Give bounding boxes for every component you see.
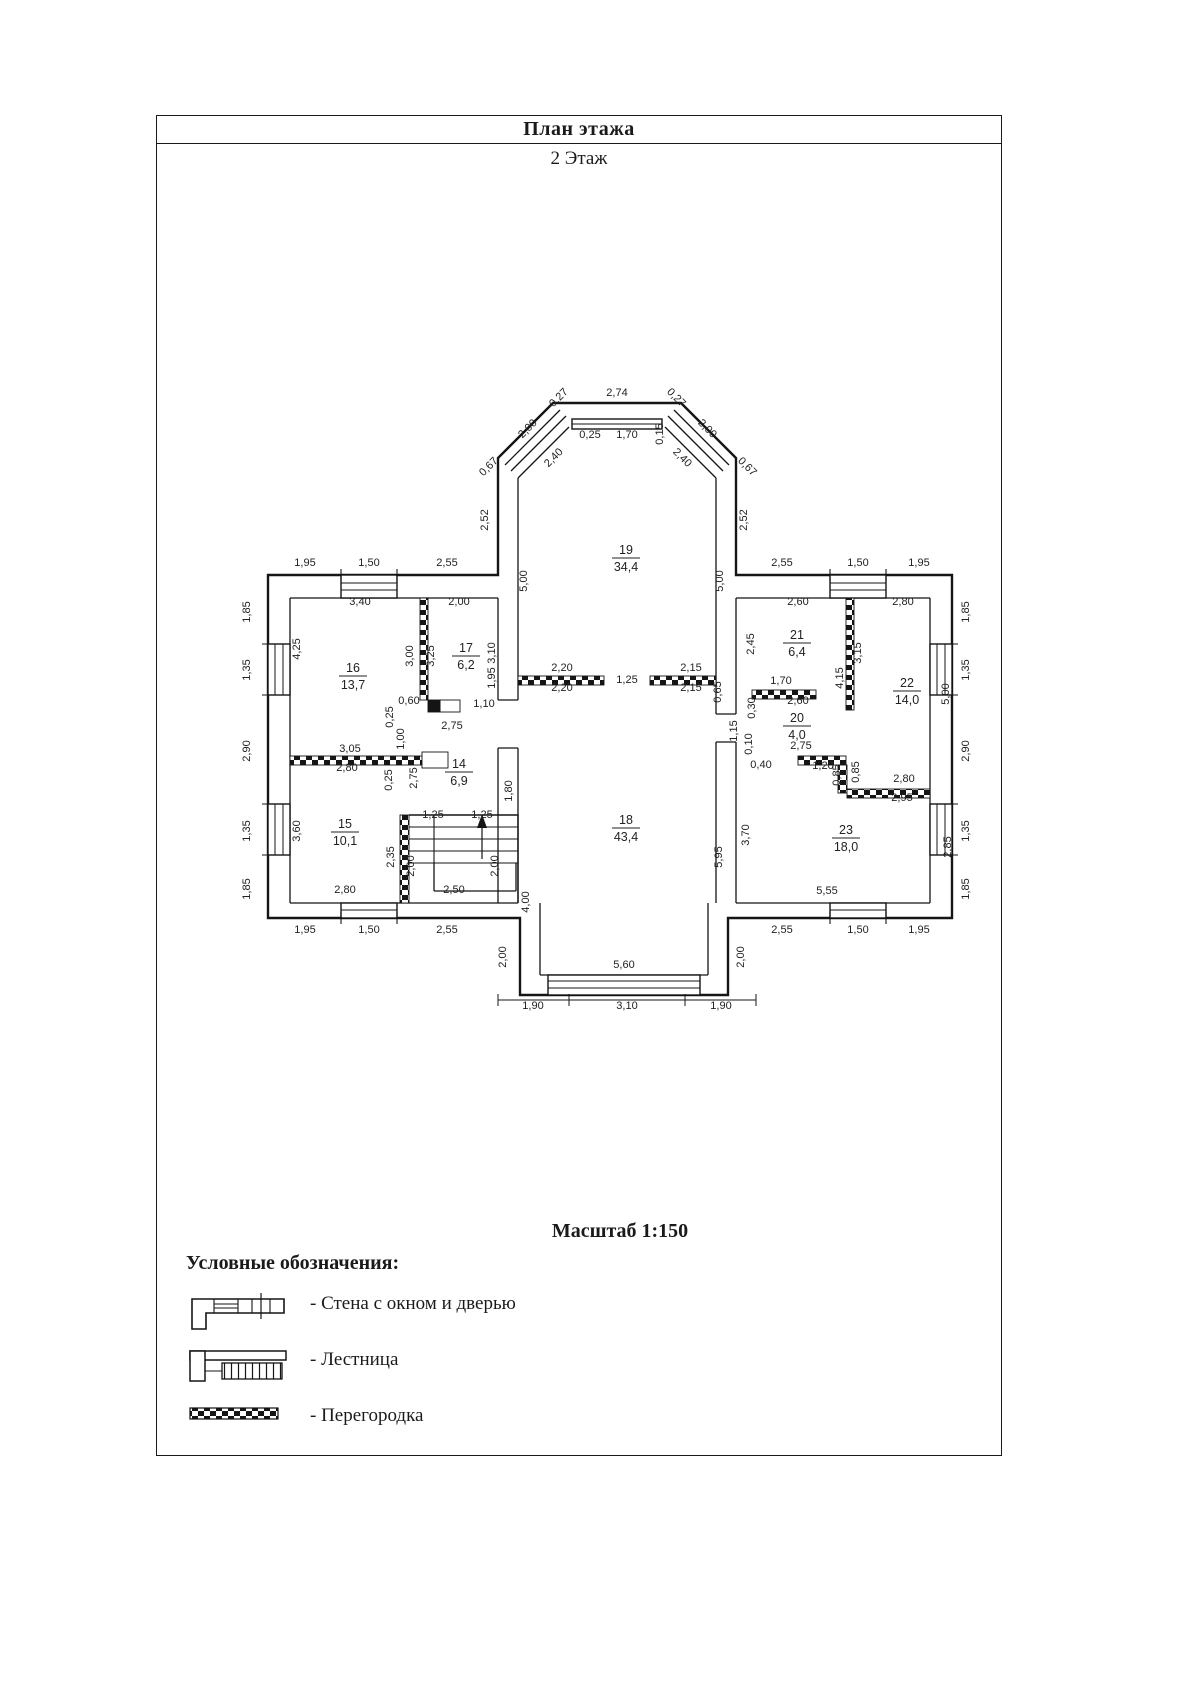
svg-text:21: 21 [790, 628, 804, 642]
dimension-label: 2,00 [695, 417, 719, 441]
dimension-label: 1,85 [960, 878, 972, 900]
dimension-label: 1,35 [960, 659, 972, 681]
dimension-label: 3,40 [349, 596, 371, 608]
room-label [339, 661, 367, 692]
dimension-label: 2,60 [787, 695, 809, 707]
dimension-label: 1,90 [710, 1000, 732, 1012]
dimension-label: 1,35 [960, 820, 972, 842]
svg-text:22: 22 [900, 676, 914, 690]
dimension-label: 0,30 [746, 697, 758, 719]
svg-text:18,0: 18,0 [833, 840, 859, 854]
room-label [331, 817, 359, 848]
dimension-label: 1,95 [486, 667, 498, 689]
dimension-label: 0,40 [750, 759, 772, 771]
dimension-label: 3,05 [339, 743, 361, 755]
dimension-label: 2,90 [241, 740, 253, 762]
dimension-label: 0,65 [712, 681, 724, 703]
dimension-label: 1,95 [908, 557, 930, 569]
dimension-label: 2,00 [448, 596, 470, 608]
dimension-label: 1,70 [770, 675, 792, 687]
legend [186, 1252, 516, 1427]
dimension-label: 2,15 [680, 682, 702, 694]
dimension-label: 1,50 [358, 924, 380, 936]
dimension-label: 2,55 [436, 924, 458, 936]
dimension-label: 0,85 [831, 764, 843, 786]
dimension-label: 2,55 [771, 557, 793, 569]
dimension-label: 1,35 [241, 659, 253, 681]
dimension-label: 0,25 [383, 769, 395, 791]
dimension-label: 2,00 [405, 855, 417, 877]
legend-item-label: - Стена с окном и дверью [310, 1293, 516, 1314]
dimension-label: 2,15 [680, 662, 702, 674]
window [341, 575, 397, 598]
dimension-label: 0,15 [654, 423, 666, 445]
svg-text:6,4: 6,4 [788, 645, 806, 659]
svg-text:6,9: 6,9 [450, 774, 468, 788]
dimension-label: 0,67 [735, 455, 759, 479]
window [830, 575, 886, 598]
dimension-label: 0,67 [477, 455, 501, 479]
legend-item-partition [186, 1401, 516, 1427]
dimension-label: 1,25 [471, 809, 493, 821]
page-title: План этажа [523, 118, 635, 140]
dimension-label: 1,95 [294, 557, 316, 569]
dimension-label: 4,25 [291, 638, 303, 660]
dimension-label: 2,75 [441, 720, 463, 732]
floor-subtitle: 2 Этаж [550, 148, 608, 169]
window [268, 644, 290, 695]
dimension-label: 2,50 [443, 884, 465, 896]
dimension-label: 1,50 [847, 924, 869, 936]
dimension-label: 1,80 [503, 780, 515, 802]
stairs-icon [186, 1345, 290, 1387]
dimension-label: 2,85 [942, 836, 954, 858]
dimension-label: 0,60 [398, 695, 420, 707]
legend-item-wall-window-door [186, 1289, 516, 1331]
partition-icon [186, 1401, 290, 1427]
dimension-label: 2,90 [960, 740, 972, 762]
dimension-label: 2,80 [334, 884, 356, 896]
svg-text:14: 14 [452, 757, 466, 771]
svg-text:14,0: 14,0 [894, 693, 920, 707]
svg-text:20: 20 [790, 711, 804, 725]
dimension-label: 2,00 [489, 855, 501, 877]
window [548, 975, 700, 995]
wall-window-door-icon [186, 1289, 290, 1331]
svg-text:15: 15 [338, 817, 352, 831]
svg-text:10,1: 10,1 [332, 834, 358, 848]
room-label [612, 543, 640, 574]
dimension-label: 1,15 [728, 720, 740, 742]
legend-heading: Условные обозначения: [186, 1252, 400, 1274]
svg-text:17: 17 [459, 641, 473, 655]
dimension-label: 2,20 [551, 662, 573, 674]
dimension-label: 5,00 [518, 570, 530, 592]
svg-text:4,0: 4,0 [788, 728, 806, 742]
dimension-label: 2,55 [436, 557, 458, 569]
dimension-label: 1,85 [241, 601, 253, 623]
dimension-label: 2,52 [479, 509, 491, 531]
dimension-label: 1,25 [616, 674, 638, 686]
dimension-label: 0,85 [850, 761, 862, 783]
room-label [783, 711, 811, 742]
dimension-label: 2,80 [336, 762, 358, 774]
dimension-label: 1,50 [847, 557, 869, 569]
dimension-label: 3,15 [852, 642, 864, 664]
dimension-label: 2,35 [385, 846, 397, 868]
dimension-label: 5,55 [816, 885, 838, 897]
dimension-label: 2,95 [891, 792, 913, 804]
dimension-label: 1,00 [395, 728, 407, 750]
scale-label: Масштаб 1:150 [551, 1220, 689, 1242]
dimension-label: 1,70 [616, 429, 638, 441]
dimension-label: 5,00 [714, 570, 726, 592]
dimension-label: 1,85 [960, 601, 972, 623]
dimension-label: 2,80 [893, 773, 915, 785]
dimension-label: 0,27 [547, 386, 571, 410]
svg-text:34,4: 34,4 [613, 560, 639, 574]
dimension-label: 3,70 [740, 824, 752, 846]
dimension-label: 2,00 [497, 946, 509, 968]
dimension-label: 1,35 [241, 820, 253, 842]
window [268, 804, 290, 855]
dimension-label: 5,60 [613, 959, 635, 971]
legend-item-stairs [186, 1345, 516, 1387]
dimension-label: 2,74 [606, 387, 628, 399]
dimension-label: 2,60 [787, 596, 809, 608]
dimension-label: 0,25 [384, 706, 396, 728]
svg-text:13,7: 13,7 [340, 678, 366, 692]
room-label [832, 823, 860, 854]
dimension-label: 0,10 [743, 733, 755, 755]
svg-text:18: 18 [619, 813, 633, 827]
dimension-label: 2,00 [516, 417, 540, 441]
dimension-label: 2,40 [542, 446, 566, 470]
dimension-label: 1,20 [812, 760, 834, 772]
dimension-label: 3,10 [486, 642, 498, 664]
dimension-label: 2,40 [670, 446, 694, 470]
dimension-label: 2,52 [738, 509, 750, 531]
dimension-label: 1,50 [358, 557, 380, 569]
dimension-label: 2,75 [408, 767, 420, 789]
svg-text:16: 16 [346, 661, 360, 675]
dimension-label: 2,55 [771, 924, 793, 936]
dimension-label: 1,95 [294, 924, 316, 936]
dimension-label: 0,27 [664, 386, 688, 410]
svg-text:43,4: 43,4 [613, 830, 639, 844]
dimension-label: 3,25 [425, 645, 437, 667]
dimension-label: 4,00 [520, 891, 532, 913]
legend-item-label: - Лестница [310, 1349, 399, 1370]
dimension-label: 2,00 [735, 946, 747, 968]
room-label [452, 641, 480, 672]
dimension-label: 3,00 [404, 645, 416, 667]
dimension-label: 3,10 [616, 1000, 638, 1012]
dimension-label: 2,75 [790, 740, 812, 752]
dimension-label: 0,25 [579, 429, 601, 441]
dimension-label: 1,85 [241, 878, 253, 900]
room-label [612, 813, 640, 844]
svg-text:19: 19 [619, 543, 633, 557]
dimension-label: 1,95 [908, 924, 930, 936]
room-label [783, 628, 811, 659]
dimension-label: 4,15 [834, 667, 846, 689]
dimension-label: 1,10 [473, 698, 495, 710]
room-label [893, 676, 921, 707]
dimension-label: 2,80 [892, 596, 914, 608]
dimension-label: 5,95 [713, 846, 725, 868]
room-label [445, 757, 473, 788]
legend-item-label: - Перегородка [310, 1405, 424, 1426]
dimension-label: 2,45 [745, 633, 757, 655]
svg-text:23: 23 [839, 823, 853, 837]
dimension-label: 1,90 [522, 1000, 544, 1012]
dimension-label: 1,25 [422, 809, 444, 821]
dimension-label: 2,20 [551, 682, 573, 694]
dimension-label: 5,00 [940, 683, 952, 705]
dimension-label: 3,60 [291, 820, 303, 842]
svg-text:6,2: 6,2 [457, 658, 475, 672]
